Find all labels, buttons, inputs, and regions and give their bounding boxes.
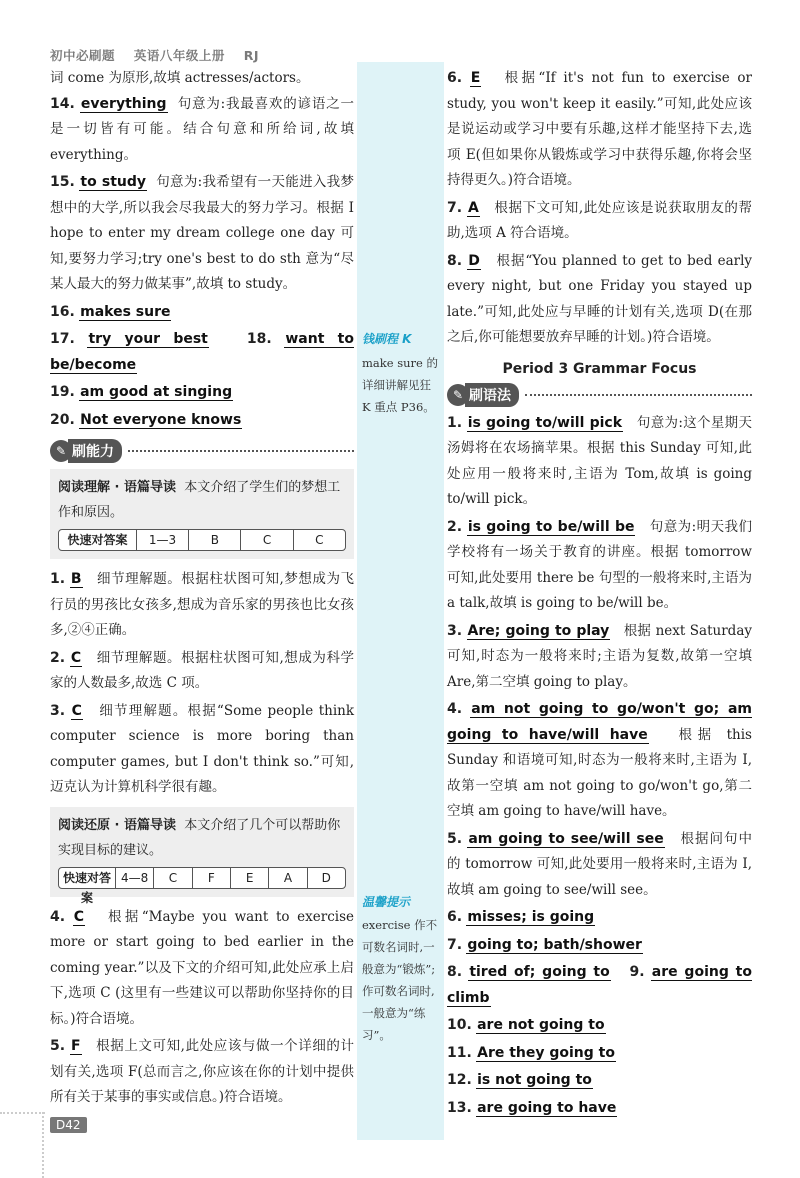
item-number: 18. bbox=[246, 331, 272, 347]
qa-cell: 1—3 bbox=[136, 530, 188, 550]
item-number: 19. bbox=[50, 384, 75, 400]
item-number: 10. bbox=[447, 1017, 472, 1033]
grammar-item-7 bbox=[447, 933, 752, 959]
grammar-item-13 bbox=[447, 1096, 752, 1122]
answer-item-14 bbox=[50, 92, 354, 169]
header-book: 初中必刷题 bbox=[50, 48, 116, 63]
answer-text: tired of; going to bbox=[469, 964, 610, 980]
qa-cell: D bbox=[307, 868, 345, 888]
qa-cell: F bbox=[192, 868, 230, 888]
page-header bbox=[50, 46, 273, 64]
guide-title: 阅读理解 · 语篇导读 bbox=[58, 480, 176, 495]
margin-note-title-2: 温馨提示 bbox=[362, 895, 411, 909]
brush-icon: ✎ bbox=[447, 384, 469, 406]
reading-guide-box-2 bbox=[50, 807, 354, 905]
item-number: 15. bbox=[50, 174, 75, 190]
item-number: 4. bbox=[447, 701, 463, 717]
explanation: 根据上文可知,此处应该与做一个详细的计划有关,选项 F(总而言之,你应该在你的计划中提供所有关于某事的事实或信息。)符合语境。 bbox=[50, 1038, 355, 1105]
right-column bbox=[447, 66, 752, 1123]
qa-cell: C bbox=[240, 530, 292, 550]
answer-text: are not going to bbox=[477, 1017, 605, 1033]
dotted-divider bbox=[525, 394, 752, 396]
grammar-item-12 bbox=[447, 1068, 752, 1094]
explanation: 根据“If it's not fun to exercise or study, you won't keep it easily.”可知,此处应该是说运动或学习中要有乐趣,这样才能坚持下去,选项 E(但如果你从锻炼或学习中获得乐趣,你将会坚持得更久。)符合语境。 bbox=[447, 70, 753, 188]
grammar-item-1 bbox=[447, 411, 752, 513]
quick-answer-table-1 bbox=[58, 529, 346, 551]
explanation: 根据“You planned to get to bed early every night, but one Friday you stayed up late.”可知,此处应与早睡的计划有关,选项 D(在那之后,你可能想要放弃早睡的计划。)符合语境。 bbox=[447, 252, 753, 345]
item-number: 2. bbox=[50, 649, 66, 666]
section-badge-grammar bbox=[447, 383, 752, 407]
answer-text: is not going to bbox=[477, 1072, 592, 1088]
item-number: 7. bbox=[447, 936, 463, 953]
item-number: 1. bbox=[50, 571, 66, 587]
grammar-item-3 bbox=[447, 619, 752, 696]
qa-cell: C bbox=[293, 530, 345, 550]
explanation: 细节理解题。根据柱状图可知,想成为科学家的人数最多,故选 C 项。 bbox=[50, 649, 355, 691]
item-number: 2. bbox=[447, 518, 463, 535]
section-label: 刷能力 bbox=[68, 439, 122, 463]
answer-text: Are; going to play bbox=[467, 622, 610, 639]
answer-text: am going to see/will see bbox=[468, 830, 664, 847]
answer-text: everything bbox=[80, 95, 167, 112]
answer-item-16 bbox=[50, 300, 354, 326]
explanation: 根据“Maybe you want to exercise more or start going to bed earlier in the coming year.”以及下文的介绍可知,此处应承上启下,选项 C (这里有一些建议可以帮助你坚持你的目标。)符合语境。 bbox=[50, 908, 355, 1027]
explanation: 细节理解题。根据柱状图可知,梦想成为飞行员的男孩比女孩多,想成为音乐家的男孩也比女孩多,②④正确。 bbox=[50, 571, 354, 638]
answer-text: makes sure bbox=[80, 303, 171, 320]
section-label: 刷语法 bbox=[465, 383, 519, 407]
explanation: 句意为:这个星期天汤姆将在农场摘苹果。根据 this Sunday 可知,此处应用一般将来时,主语为 Tom,故填 is going to/will pick。 bbox=[447, 414, 752, 507]
reading-guide-box-1 bbox=[50, 469, 354, 559]
grammar-item-5 bbox=[447, 827, 752, 904]
answer-text: are going to climb bbox=[447, 964, 752, 1006]
item-number: 7. bbox=[447, 199, 463, 216]
item-number: 5. bbox=[447, 830, 463, 847]
item-number: 8. bbox=[447, 964, 463, 980]
answer-text: F bbox=[70, 1038, 81, 1054]
qa-label: 快速对答案 bbox=[67, 533, 128, 547]
explanation: 句意为:我最喜欢的谚语之一是一切皆有可能。结合句意和所给词,故填 everything。 bbox=[50, 95, 354, 163]
explanation: 根据下文可知,此处应该是说获取朋友的帮助,选项 A 符合语境。 bbox=[447, 199, 753, 241]
explanation: 根据 next Saturday 可知,时态为一般将来时;主语为复数,故第一空填 Are,第二空填 going to play。 bbox=[447, 622, 752, 690]
item-number: 3. bbox=[447, 622, 463, 639]
qa-cell: A bbox=[268, 868, 306, 888]
answer-item-17-18 bbox=[50, 327, 354, 378]
item-number: 6. bbox=[447, 70, 463, 86]
answer-item-15 bbox=[50, 170, 354, 298]
item-number: 11. bbox=[447, 1044, 472, 1061]
item-number: 14. bbox=[50, 95, 75, 112]
guide-desc: 本文介绍了几个可以帮助你实现目标的建议。 bbox=[58, 817, 341, 858]
header-subject: 英语八年级上册 bbox=[133, 48, 225, 63]
margin-note-title-1: 钱刷程 K bbox=[362, 332, 412, 346]
grammar-item-10 bbox=[447, 1013, 752, 1039]
item-number: 6. bbox=[447, 909, 463, 925]
explanation: 根据问句中的 tomorrow 可知,此处要用一般将来时,主语为 I,故填 am going to see/will see。 bbox=[447, 830, 753, 898]
answer-text: Are they going to bbox=[477, 1044, 615, 1061]
dotted-divider bbox=[128, 450, 354, 452]
explanation: 根据 this Sunday 和语境可知,时态为一般将来时,主语为 I,故第一空填 am not going to go/won't go,第二空填 am going to have/will have。 bbox=[447, 726, 752, 819]
grammar-item-2 bbox=[447, 515, 752, 617]
answer-text: are going to have bbox=[477, 1099, 617, 1116]
mc-item-6 bbox=[447, 66, 752, 194]
item-number: 17. bbox=[50, 331, 75, 347]
qa-cell: B bbox=[188, 530, 240, 550]
answer-text: want to be/become bbox=[50, 331, 354, 373]
item-number: 1. bbox=[447, 414, 463, 431]
grammar-item-8-9 bbox=[447, 960, 752, 1011]
answer-text: C bbox=[70, 649, 82, 666]
grammar-item-6 bbox=[447, 905, 752, 931]
answer-text: going to; bath/shower bbox=[467, 936, 642, 953]
answer-text: is going to be/will be bbox=[467, 518, 635, 535]
qa-cell: 4—8 bbox=[115, 868, 153, 888]
answer-text: C bbox=[71, 702, 82, 719]
item-number: 4. bbox=[50, 908, 66, 925]
answer-text: am good at singing bbox=[80, 384, 233, 400]
grammar-item-11 bbox=[447, 1041, 752, 1067]
guide-title: 阅读还原 · 语篇导读 bbox=[58, 817, 176, 833]
item-number: 16. bbox=[50, 303, 75, 320]
mc-item-1 bbox=[50, 567, 354, 644]
answer-text: C bbox=[73, 908, 85, 925]
answer-text: is going to/will pick bbox=[467, 414, 623, 431]
grammar-item-4 bbox=[447, 697, 752, 825]
answer-text: A bbox=[467, 199, 479, 216]
mc-item-3 bbox=[50, 699, 354, 801]
explanation: 句意为:明天我们学校将有一场关于教育的讲座。根据 tomorrow 可知,此处要用 there be 句型的一般将来时,主语为 a talk,故填 is going to be/will be。 bbox=[447, 518, 752, 611]
left-column bbox=[50, 66, 354, 1113]
margin-note-text-2: exercise 作不可数名词时,一般意为“锻炼”;作可数名词时,一般意为“练习”。 bbox=[362, 918, 438, 1042]
answer-text: B bbox=[70, 571, 82, 587]
item-number: 13. bbox=[447, 1099, 472, 1116]
corner-dotted-line bbox=[0, 1112, 45, 1114]
page-number: D42 bbox=[50, 1117, 87, 1133]
guide-desc: 本文介绍了学生们的梦想工作和原因。 bbox=[58, 480, 341, 520]
intro-line: 词 come 为原形,故填 actresses/actors。 bbox=[50, 70, 310, 86]
explanation: 细节理解题。根据“Some people think computer science is more boring than computer games, but I don't think so.”可知,迈克认为计算机科学很有趣。 bbox=[50, 702, 355, 795]
answer-item-20 bbox=[50, 408, 354, 434]
period-heading: Period 3 Grammar Focus bbox=[502, 360, 697, 377]
item-number: 5. bbox=[50, 1038, 66, 1054]
item-number: 20. bbox=[50, 411, 75, 428]
item-number: 8. bbox=[447, 252, 463, 269]
answer-text: E bbox=[470, 70, 481, 86]
explanation: 句意为:我希望有一天能进入我梦想中的大学,所以我会尽我最大的努力学习。根据 I hope to enter my dream college one day 可知,要努力学习;try one's best to do sth 意为“尽某人最大的努力做某事”,故填 to study。 bbox=[50, 174, 354, 292]
margin-note-text-1: make sure 的详细讲解见狂 K 重点 P36。 bbox=[362, 356, 438, 414]
item-number: 12. bbox=[447, 1072, 472, 1088]
quick-answer-table-2 bbox=[58, 867, 346, 905]
section-badge-ability bbox=[50, 439, 354, 463]
qa-label: 快速对答案 bbox=[62, 870, 111, 905]
item-number: 3. bbox=[50, 702, 66, 719]
answer-item-19 bbox=[50, 380, 354, 406]
answer-text: try your best bbox=[88, 331, 208, 347]
answer-text: to study bbox=[80, 174, 147, 190]
qa-cell: E bbox=[230, 868, 268, 888]
qa-cell: C bbox=[153, 868, 191, 888]
header-edition: RJ bbox=[243, 48, 260, 63]
brush-icon: ✎ bbox=[50, 440, 72, 462]
answer-text: am not going to go/won't go; am going to have/will have bbox=[447, 701, 752, 743]
mc-item-7 bbox=[447, 196, 752, 247]
answer-text: misses; is going bbox=[467, 909, 595, 925]
mc-item-8 bbox=[447, 249, 752, 351]
mc-item-5 bbox=[50, 1034, 354, 1111]
answer-text: D bbox=[468, 252, 480, 269]
mc-item-4 bbox=[50, 905, 354, 1033]
answer-text: Not everyone knows bbox=[80, 411, 242, 428]
corner-dotted-line-vertical bbox=[42, 1112, 44, 1178]
mc-item-2 bbox=[50, 646, 354, 697]
item-number: 9. bbox=[629, 964, 645, 980]
